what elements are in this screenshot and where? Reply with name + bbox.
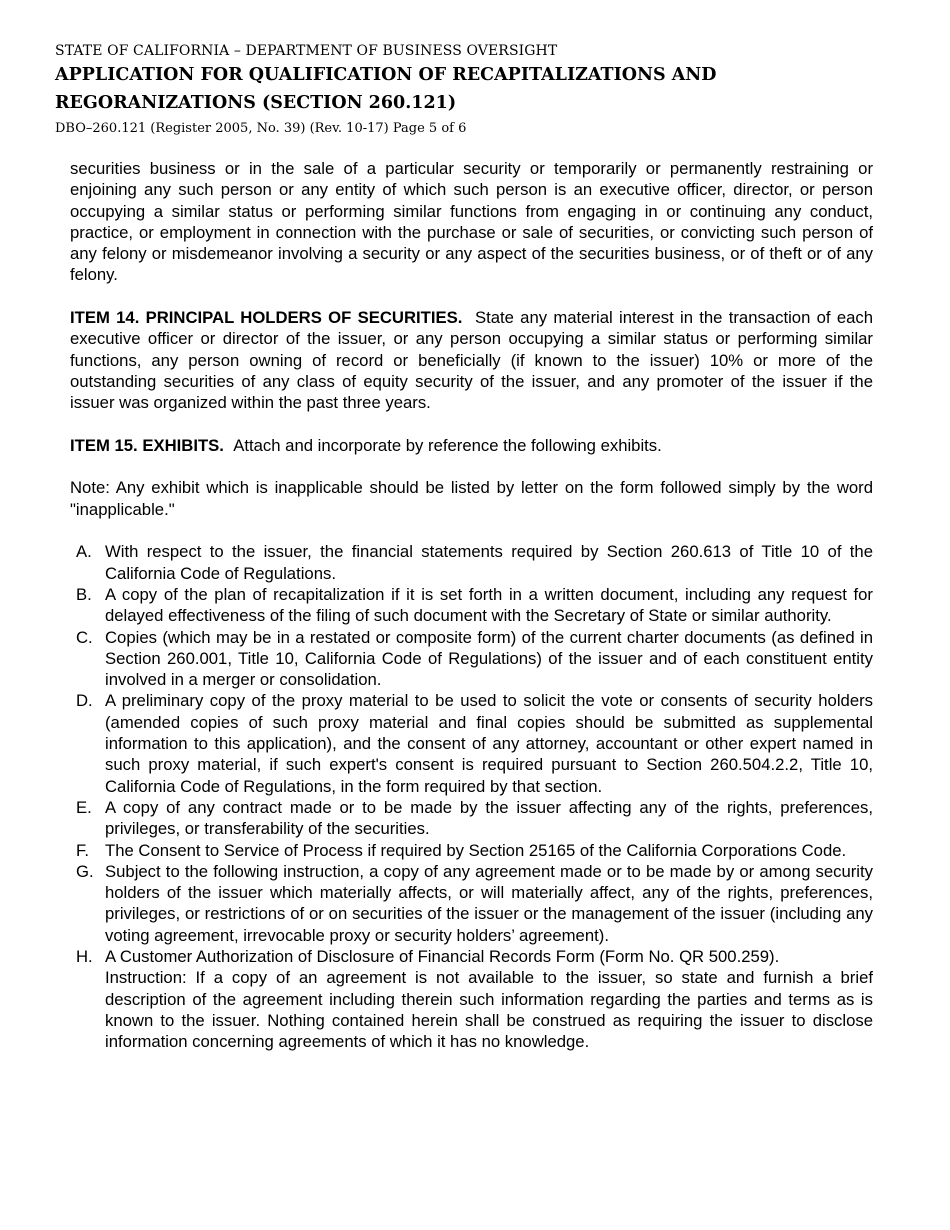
page-header bbox=[55, 41, 885, 139]
exhibit-item-h bbox=[70, 946, 873, 1052]
exhibit-instruction: Instruction: If a copy of an agreement is not available to the issuer, so state and furnish a brief description of the agreement including therein such information regarding the parties and terms as is known to the issuer. Nothing contained herein shall be construed as requiring the issuer to disclose information concerning agreements of which it has no knowledge. bbox=[105, 968, 873, 1052]
exhibit-letter: F. bbox=[76, 840, 89, 860]
exhibit-letter: A. bbox=[76, 542, 92, 562]
continuation-paragraph: securities business or in the sale of a particular security or temporarily or permanently restraining or enjoining any such person or any entity of which such person is an executive officer, director, or person occupying a similar status or performing similar functions from engaging in or continuing any conduct, practice, or employment in connection with the purchase or sale of securities, or convicting such person of any felony or misdemeanor involving a security or any aspect of the securities business, or of theft or of any felony. bbox=[70, 159, 873, 285]
exhibit-text: Subject to the following instruction, a copy of any agreement made or to be made by or among security holders of the issuer which materially affects, or will materially affect, any of the rights, preferences, privileges, or restrictions of or on securities of the issuer or the management of the issuer (including any voting agreement, irrevocable proxy or security holders’ agreement). bbox=[105, 861, 873, 945]
item-14-paragraph bbox=[70, 307, 873, 413]
exhibit-text: A copy of the plan of recapitalization if it is set forth in a written document, including any request for delayed effectiveness of the filing of such document with the Secretary of State or similar authority. bbox=[105, 584, 873, 626]
exhibit-text: Copies (which may be in a restated or composite form) of the current charter documents (as defined in Section 260.001, Title 10, California Code of Regulations) of the issuer and of each constituent entity involved in a merger or consolidation. bbox=[105, 627, 873, 690]
exhibit-text: A preliminary copy of the proxy material to be used to solicit the vote or consents of security holders (amended copies of such proxy material and final copies should be submitted as supplemental information to this application), and the consent of any attorney, accountant or other expert named in such proxy material, if such expert's consent is required pursuant to Section 260.504.2.2, Title 10, California Code of Regulations, in the form required by that section. bbox=[105, 691, 873, 796]
exhibit-item-e bbox=[70, 797, 873, 840]
form-title-line-1: APPLICATION FOR QUALIFICATION OF RECAPITALIZATIONS AND bbox=[55, 65, 717, 85]
exhibit-letter: B. bbox=[76, 584, 92, 604]
exhibit-text: A copy of any contract made or to be made by the issuer affecting any of the rights, preferences, privileges, or transferability of the securities. bbox=[105, 797, 873, 839]
note-paragraph: Note: Any exhibit which is inapplicable should be listed by letter on the form followed simply by the word "inapplicable." bbox=[70, 478, 873, 519]
exhibit-text: The Consent to Service of Process if required by Section 25165 of the California Corporations Code. bbox=[105, 840, 847, 860]
agency-name: STATE OF CALIFORNIA – DEPARTMENT OF BUSINESS OVERSIGHT bbox=[55, 43, 558, 59]
item-15-heading: ITEM 15. EXHIBITS. bbox=[70, 435, 224, 455]
form-identifier: DBO–260.121 (Register 2005, No. 39) (Rev. 10-17) Page 5 of 6 bbox=[55, 121, 467, 136]
document-body bbox=[70, 158, 873, 1052]
exhibit-item-g bbox=[70, 861, 873, 946]
item-14-heading: ITEM 14. PRINCIPAL HOLDERS OF SECURITIES. bbox=[70, 308, 463, 328]
form-title-line-2: REGORANIZATIONS (SECTION 260.121) bbox=[55, 93, 457, 113]
exhibit-item-a bbox=[70, 541, 873, 584]
exhibit-text: With respect to the issuer, the financial statements required by Section 260.613 of Title 10 of the California Code of Regulations. bbox=[105, 542, 873, 583]
exhibit-item-d bbox=[70, 690, 873, 796]
exhibit-item-c bbox=[70, 627, 873, 691]
exhibit-letter: C. bbox=[76, 627, 93, 647]
exhibit-item-f bbox=[70, 840, 873, 861]
exhibit-letter: H. bbox=[76, 946, 93, 966]
item-14-text: State any material interest in the transaction of each executive officer or director of the issuer, or any person occupying a similar status or performing similar functions, any person owning of record or beneficially (if known to the issuer) 10% or more of the outstanding securities of any class of equity security of the issuer, and any promoter of the issuer if the issuer was organized within the past three years. bbox=[70, 308, 873, 413]
exhibit-item-b bbox=[70, 584, 873, 627]
exhibit-letter: E. bbox=[76, 797, 92, 817]
exhibit-letter: D. bbox=[76, 691, 93, 711]
item-15-text: Attach and incorporate by reference the following exhibits. bbox=[233, 435, 662, 455]
exhibit-letter: G. bbox=[76, 861, 94, 881]
exhibit-list bbox=[70, 541, 873, 1052]
exhibit-text: A Customer Authorization of Disclosure of Financial Records Form (Form No. QR 500.259). bbox=[105, 946, 780, 966]
item-15-paragraph bbox=[70, 435, 873, 456]
